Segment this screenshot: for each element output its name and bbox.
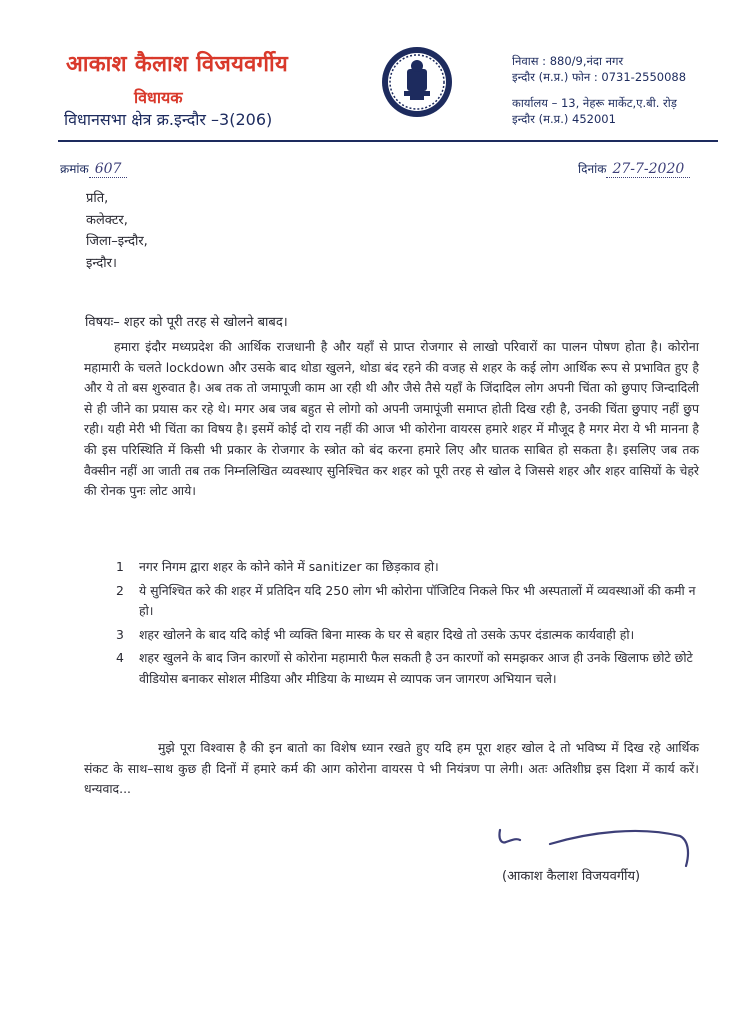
list-item	[84, 625, 699, 646]
point-text: ये सुनिश्चित करे की शहर में प्रतिदिन यदि 250 लोग भी कोरोना पॉजिटिव निकले फिर भी अस्पतालों में व्यवस्थाओं की कमी न हो।	[139, 582, 696, 619]
state-emblem-icon	[380, 45, 454, 119]
list-item	[84, 648, 699, 689]
letterhead-constituency: विधानसभा क्षेत्र क्र.इन्दौर –3(206)	[64, 110, 273, 129]
point-number: 1	[116, 559, 124, 574]
office-line-2: इन्दौर (म.प्र.) 452001	[512, 112, 616, 126]
letterhead-name: आकाश कैलाश विजयवर्गीय	[66, 52, 289, 77]
office-address	[512, 95, 677, 127]
point-number: 3	[116, 626, 124, 642]
residence-line-1: निवास : 880/9,नंदा नगर	[512, 54, 624, 68]
residence-address	[512, 53, 686, 85]
addressee-line-3: जिला–इन्दौर,	[86, 234, 148, 249]
point-text: शहर खोलने के बाद यदि कोई भी व्यक्ति बिना मास्क के घर से बहार दिखे तो उसके ऊपर दंडात्मक कार्यवाही हो।	[139, 626, 635, 642]
office-line-1: कार्यालय – 13, नेहरू मार्केट,ए.बी. रोड़	[512, 96, 677, 110]
residence-line-2: इन्दौर (म.प्र.) फोन : 0731-2550088	[512, 70, 687, 84]
subject-line: विषयः– शहर को पूरी तरह से खोलने बाबद।	[85, 315, 288, 330]
letterhead-role: विधायक	[134, 88, 183, 107]
letterhead-divider	[58, 140, 718, 142]
reference-number-label: क्रमांक	[60, 162, 89, 176]
addressee-block	[86, 188, 148, 274]
list-item	[84, 581, 699, 622]
point-number: 4	[116, 650, 124, 666]
point-text: शहर खुलने के बाद जिन कारणों से कोरोना महामारी फैल सकती है उन कारणों को समझकर आज ही उनके खिलाफ छोटे छोटे वीडियोस बनाकर सोशल मीडिया और मीडिया के माध्यम से व्यापक जन जागरण अभियान चले।	[139, 650, 693, 686]
addressee-line-4: इन्दौर।	[86, 255, 117, 271]
reference-date	[578, 160, 690, 177]
body-paragraph-2: मुझे पूरा विश्वास है की इन बातो का विशेष ध्यान रखते हुए यदि हम पूरा शहर खोल दे तो भविष्य में दिख रहे आर्थिक संकट के साथ–साथ कुछ ही दिनों में हमारे कर्म की आग कोरोना वायरस पे भी नियंत्रण पा लेगी। अतः अतिशीघ्र इस दिशा में कार्य करें। धन्यवाद...	[84, 740, 699, 797]
addressee-line-2: कलेक्टर,	[86, 212, 128, 228]
signature-mark	[490, 822, 700, 872]
points-list	[84, 557, 699, 693]
addressee-line-1: प्रति,	[86, 191, 109, 206]
reference-date-label: दिनांक	[578, 162, 607, 176]
reference-date-value: 27-7-2020	[606, 161, 690, 178]
point-number: 2	[116, 582, 124, 598]
point-text: नगर निगम द्वारा शहर के कोने कोने में sanitizer का छिड़काव हो।	[139, 559, 439, 574]
body-paragraph-1: हमारा इंदौर मध्यप्रदेश की आर्थिक राजधानी है और यहाँ से प्राप्त रोजगार से लाखो परिवारों का पालन पोषण होता है। कोरोना महामारी के चलते lockdown और उसके बाद थोडा खुलने, थोडा बंद रहने की वजह से शहर के कई लोग आर्थिक रूप से प्रभावित हुए है और ये तो बस शुरुवात है। अब तक तो जमापूजी काम आ रही थी और जैसे तैसे यहाँ के जिंदादिल लोग अपनी चिंता को छुपाए जिन्दादिली से ही जीने का प्रयास कर रहे थे। मगर अब जब बहुत से लोगो को अपनी जमापूंजी समाप्त होती दिख रही है, उनकी चिंता छुपाए नहीं छुप रही। यही मेरी भी चिंता का विषय है। इसमें कोई दो राय नहीं की आज भी कोरोना वायरस हमारे शहर में मौजूद है मगर मेरा ये भी मानना है की इस परिस्थिति में किसी भी प्रकार के रोजगार के स्त्रोत को बंद करना हमारे लिए और घातक साबित हो सकता है। इसलिए जब तक वैक्सीन नहीं आ जाती तब तक निम्नलिखित व्यवस्थाए सुनिश्चित कर शहर को पूरी तरह से खोल दे जिससे शहर और शहर वासियों के चेहरे की रोनक पुनः लोट आये।	[84, 339, 699, 499]
signatory-name: (आकाश कैलाश विजयवर्गीय)	[502, 869, 641, 884]
reference-number	[60, 160, 127, 177]
reference-number-value: 607	[89, 161, 128, 178]
list-item	[84, 557, 699, 578]
